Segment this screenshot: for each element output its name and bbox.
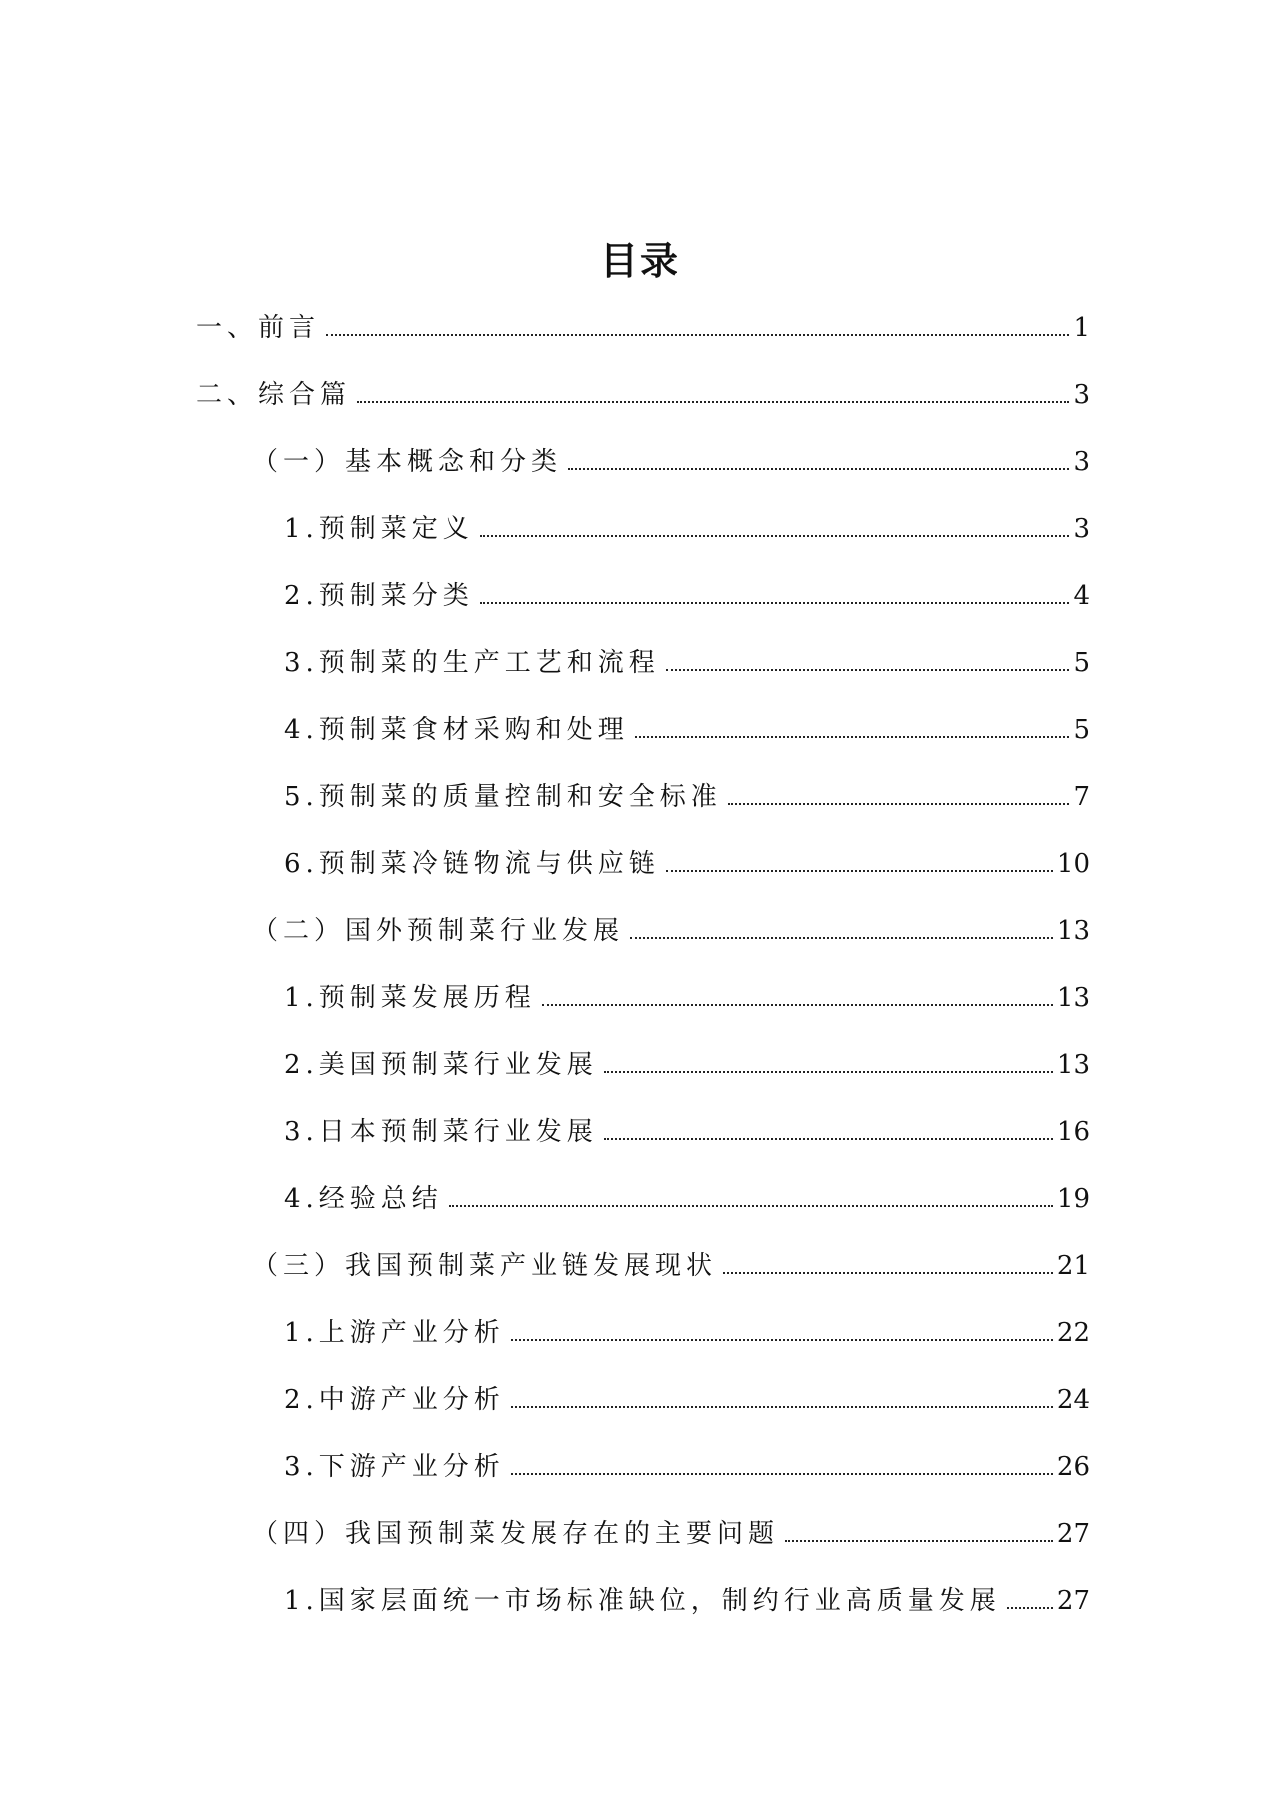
- dot-leader: [604, 1071, 1053, 1073]
- toc-entry-row: [284, 776, 1090, 813]
- toc-entry-label: （四）我国预制菜发展存在的主要问题: [252, 1519, 780, 1549]
- toc-entry[interactable]: [0, 1498, 1280, 1565]
- toc-page-number: 3: [1073, 380, 1090, 410]
- toc-entry[interactable]: [0, 761, 1280, 828]
- toc-entry[interactable]: [0, 292, 1280, 359]
- toc-page-number: 5: [1073, 648, 1090, 678]
- toc-entry[interactable]: [0, 426, 1280, 493]
- dot-leader: [666, 669, 1070, 671]
- toc-page-number: 27: [1056, 1519, 1090, 1549]
- toc-page-number: 13: [1056, 983, 1090, 1013]
- toc-entry[interactable]: [0, 1096, 1280, 1163]
- toc-page-number: 21: [1056, 1251, 1090, 1281]
- toc-entry[interactable]: [0, 560, 1280, 627]
- dot-leader: [449, 1205, 1053, 1207]
- toc-page-number: 27: [1056, 1586, 1090, 1616]
- toc-entry[interactable]: [0, 1565, 1280, 1632]
- toc-page-number: 7: [1073, 782, 1090, 812]
- toc-entry-row: [252, 1245, 1090, 1282]
- toc-entry[interactable]: [0, 962, 1280, 1029]
- toc-page-number: 3: [1073, 514, 1090, 544]
- toc-entry-row: [284, 843, 1090, 880]
- toc-entry-label: 一、前言: [196, 313, 321, 343]
- toc-entry-row: [284, 575, 1090, 612]
- toc-entry[interactable]: [0, 1364, 1280, 1431]
- dot-leader: [785, 1540, 1053, 1542]
- toc-entry[interactable]: [0, 1297, 1280, 1364]
- toc-entry-row: [252, 1513, 1090, 1550]
- toc-entry-label: 1.国家层面统一市场标准缺位，制约行业高质量发展: [284, 1586, 1001, 1616]
- toc-page-number: 16: [1056, 1117, 1090, 1147]
- toc-entry-row: [252, 910, 1090, 947]
- page-title: 目录: [599, 239, 680, 283]
- toc-entry-label: 6.预制菜冷链物流与供应链: [284, 849, 660, 879]
- dot-leader: [480, 602, 1070, 604]
- toc-entry[interactable]: [0, 1029, 1280, 1096]
- dot-leader: [357, 401, 1069, 403]
- toc-entry-row: [252, 441, 1090, 478]
- toc-entry[interactable]: [0, 694, 1280, 761]
- dot-leader: [568, 468, 1069, 470]
- toc-page-number: 13: [1056, 916, 1090, 946]
- toc-entry-label: 2.中游产业分析: [284, 1385, 505, 1415]
- dot-leader: [635, 736, 1070, 738]
- toc-entry-label: 5.预制菜的质量控制和安全标准: [284, 782, 722, 812]
- dot-leader: [326, 334, 1069, 336]
- toc-entry-row: [284, 1312, 1090, 1349]
- dot-leader: [542, 1004, 1053, 1006]
- toc-entry-row: [284, 1111, 1090, 1148]
- toc-entry-row: [284, 1580, 1090, 1617]
- dot-leader: [630, 937, 1053, 939]
- toc-entry-label: 4.预制菜食材采购和处理: [284, 715, 629, 745]
- toc-entry-row: [284, 977, 1090, 1014]
- toc-entry[interactable]: [0, 359, 1280, 426]
- toc-entry-label: 4.经验总结: [284, 1184, 443, 1214]
- dot-leader: [511, 1339, 1053, 1341]
- toc-page-number: 5: [1073, 715, 1090, 745]
- toc-entry-label: 1.预制菜发展历程: [284, 983, 536, 1013]
- toc-entry-row: [196, 374, 1090, 411]
- toc-page-number: 19: [1056, 1184, 1090, 1214]
- toc-entry-row: [284, 709, 1090, 746]
- toc-entry-label: （三）我国预制菜产业链发展现状: [252, 1251, 718, 1281]
- toc-entry-label: 2.预制菜分类: [284, 581, 474, 611]
- toc-entry[interactable]: [0, 1230, 1280, 1297]
- toc-entry-row: [284, 1379, 1090, 1416]
- toc-page-number: 24: [1056, 1385, 1090, 1415]
- toc-entry[interactable]: [0, 828, 1280, 895]
- toc-entry-label: 1.预制菜定义: [284, 514, 474, 544]
- table-of-contents: [0, 292, 1280, 1632]
- toc-entry-label: （二）国外预制菜行业发展: [252, 916, 625, 946]
- dot-leader: [1007, 1607, 1053, 1609]
- toc-entry-label: 3.下游产业分析: [284, 1452, 505, 1482]
- toc-entry-label: 二、综合篇: [196, 380, 352, 410]
- toc-entry-label: （一）基本概念和分类: [252, 447, 563, 477]
- dot-leader: [511, 1473, 1053, 1475]
- dot-leader: [480, 535, 1070, 537]
- toc-page-number: 1: [1073, 313, 1090, 343]
- dot-leader: [723, 1272, 1053, 1274]
- toc-page-number: 22: [1056, 1318, 1090, 1348]
- toc-entry[interactable]: [0, 1163, 1280, 1230]
- dot-leader: [728, 803, 1070, 805]
- toc-entry-row: [284, 1178, 1090, 1215]
- toc-entry-label: 2.美国预制菜行业发展: [284, 1050, 598, 1080]
- dot-leader: [511, 1406, 1053, 1408]
- toc-page-number: 13: [1056, 1050, 1090, 1080]
- toc-entry[interactable]: [0, 627, 1280, 694]
- toc-entry[interactable]: [0, 1431, 1280, 1498]
- toc-entry-label: 3.日本预制菜行业发展: [284, 1117, 598, 1147]
- toc-entry-row: [284, 642, 1090, 679]
- toc-entry[interactable]: [0, 895, 1280, 962]
- dot-leader: [604, 1138, 1053, 1140]
- toc-page-number: 4: [1073, 581, 1090, 611]
- dot-leader: [666, 870, 1053, 872]
- toc-entry-row: [284, 508, 1090, 545]
- toc-entry-label: 3.预制菜的生产工艺和流程: [284, 648, 660, 678]
- toc-entry-row: [284, 1446, 1090, 1483]
- toc-entry-row: [284, 1044, 1090, 1081]
- toc-page-number: 10: [1056, 849, 1090, 879]
- toc-entry-row: [196, 307, 1090, 344]
- toc-entry[interactable]: [0, 493, 1280, 560]
- toc-page-number: 3: [1073, 447, 1090, 477]
- toc-page-number: 26: [1056, 1452, 1090, 1482]
- toc-entry-label: 1.上游产业分析: [284, 1318, 505, 1348]
